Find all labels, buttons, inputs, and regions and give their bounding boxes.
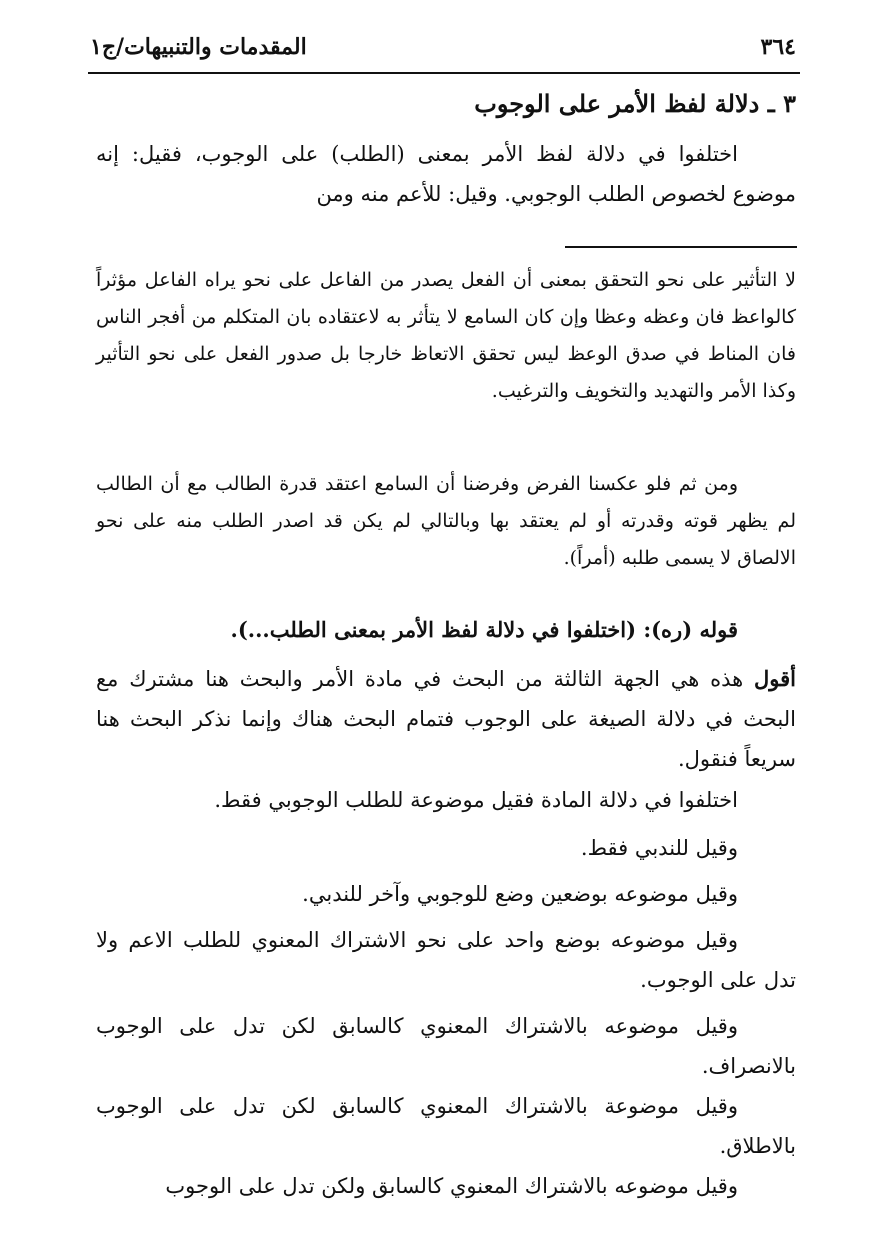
opinion-item: وقيل موضوعه بالاشتراك المعنوي كالسابق ولكن تدل على الوجوب (165, 1174, 738, 1198)
running-title: المقدمات والتنبيهات/ج١ (90, 34, 307, 60)
commentary-intro (96, 659, 796, 779)
opinion-item: وقيل موضوعه بوضعين وضع للوجوبي وآخر للندبي. (302, 882, 738, 906)
main-paragraph: اختلفوا في دلالة لفظ الأمر بمعنى (الطلب) على الوجوب، فقيل: إنه موضوع لخصوص الطلب الوجوبي. وقيل: للأعم منه ومن (96, 142, 796, 206)
commentary-quote: قوله (ره): (اختلفوا في دلالة لفظ الأمر بمعنى الطلب...). (230, 617, 738, 642)
page-number: ٣٦٤ (760, 34, 796, 60)
opinion-item: وقيل للندبي فقط. (580, 836, 738, 860)
footnote-paragraph-2: ومن ثم فلو عكسنا الفرض وفرضنا أن السامع اعتقد قدرة الطالب مع أن الطالب لم يظهر قوته وقدرته أو لم يعتقد بها وبالتالي لم يكن قد اصدر الطلب منه على نحو الالصاق لا يسمى طلبه (أمراً). (96, 473, 796, 569)
opinion-item: وقيل موضوعة بالاشتراك المعنوي كالسابق لكن تدل على الوجوب بالاطلاق. (96, 1094, 796, 1158)
footnote-divider (565, 246, 797, 248)
opinion-item: وقيل موضوعه بوضع واحد على نحو الاشتراك المعنوي للطلب الاعم ولا تدل على الوجوب. (96, 928, 796, 992)
section-heading: ٣ ـ دلالة لفظ الأمر على الوجوب (474, 89, 796, 118)
opinion-item: وقيل موضوعه بالاشتراك المعنوي كالسابق لكن تدل على الوجوب بالانصراف. (96, 1014, 796, 1078)
intro-body: هذه هي الجهة الثالثة من البحث في مادة الأمر والبحث هنا مشترك مع البحث في دلالة الصيغة على الوجوب فتمام البحث هناك وإنما نذكر البحث هنا سريعاً فنقول. (96, 667, 796, 771)
intro-lead-word: أقول (754, 666, 796, 691)
page-header (88, 32, 800, 74)
footnote-paragraph-1: لا التأثير على نحو التحقق بمعنى أن الفعل يصدر من الفاعل على نحو يراه الفاعل مؤثراً كالواعظ فان وعظه وعظا وإن كان السامع لا يتأثر به لاعتقاده بان المتكلم من أفجر الناس فان المناط في صدق الوعظ ليس تحقق الاتعاظ خارجا بل صدور الفعل على نحو التأثير وكذا الأمر والتهديد والتخويف والترغيب. (96, 269, 796, 402)
opinion-item: اختلفوا في دلالة المادة فقيل موضوعة للطلب الوجوبي فقط. (214, 788, 738, 812)
